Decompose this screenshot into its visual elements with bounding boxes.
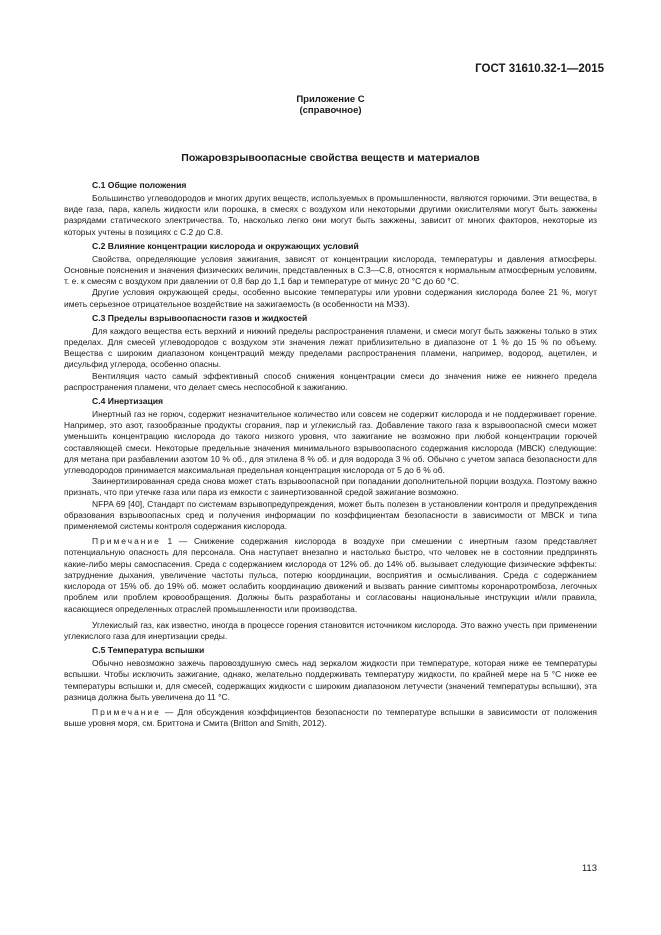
appendix-label: Приложение С [296, 94, 365, 105]
section-heading: С.4 Инертизация [92, 396, 164, 407]
document-body [64, 180, 597, 729]
section-heading: С.1 Общие положения [92, 180, 187, 190]
note [64, 536, 597, 614]
paragraph: Углекислый газ, как известно, иногда в процессе горения становится источником кислорода. Это важно учесть при применении углекислого газа для инертизации среды. [64, 619, 597, 641]
section-heading: С.5 Температура вспышки [92, 645, 205, 656]
paragraph: Вентиляция часто самый эффективный способ снижения концентрации смеси до значения ниже ее нижнего предела распространения пламени, что делает смесь неспособной к зажиганию. [64, 370, 597, 392]
paragraph: Инертный газ не горюч, содержит незначительное количество или совсем не содержит кислорода и не поддерживает горение. Например, это азот, газообразные продукты сгорания, пар и углекислый газ. Добавление такого газа к взрывоопасной смеси может уменьшить концентрацию кислорода до такого низкого уровня, что зажигание не возможно при любой концентрации горючей составляющей смеси. Некоторые предельные значения минимального взрывоопасного содержания кислорода (МВСК) следующие: для метана при разбавлении азотом 10 % об., для этилена 8 % об. и для водорода 3 % об. Обычно с учетом запаса безопасности для углеводородов принимается максимальная предельная концентрация кислорода от 5 до 6 % об. [64, 409, 597, 476]
note-label: Примечание [92, 706, 161, 717]
appendix-type: (справочное) [299, 105, 362, 116]
paragraph: Обычно невозможно зажечь паровоздушную смесь над зеркалом жидкости при температуре, которая ниже ее температуры вспышки. Чтобы исключить зажигание, однако, желательно поддерживать температуру жидкости, по крайней мере на 5 °С ниже ее температуры вспышки и, для смесей, содержащих жидкости с широким диапазоном летучести (значений температуры вспышки), эта разница должна быть увеличена до 11 °С. [64, 658, 597, 702]
page-number: 113 [581, 863, 597, 874]
paragraph: Для каждого вещества есть верхний и нижний пределы распространения пламени, и смеси могут быть зажжены только в этих пределах. Для смесей углеводородов с воздухом эти значения лежат приблизительно в диапазоне от 1 % до 15 % по объему. Вещества с широким диапазоном концентраций между пределами распространения пламени, например, водород, ацетилен, и дисульфид углерода, особенно опасны. [64, 325, 597, 370]
note [64, 707, 597, 729]
section-heading: С.3 Пределы взрывоопасности газов и жидкостей [92, 312, 308, 323]
paragraph: Другие условия окружающей среды, особенно высокие температуры или уровни содержания кислорода более 21 %, могут иметь серьезное отрицательное воздействие на зажигаемость (в особенности на МЭЗ). [64, 287, 597, 309]
paragraph: Большинство углеводородов и многих других веществ, используемых в промышленности, являются горючими. Эти вещества, в виде газа, пара, капель жидкости или порошка, в смесях с воздухом или некоторыми другими окислителями могут быть зажжены разрядами статического электричества. То, насколько легко они могут быть зажжены, зависит от многих факторов, некоторые из которых учтены в позициях с С.2 до С.8. [64, 193, 597, 237]
paragraph: Заинертизированная среда снова может стать взрывоопасной при попадании дополнительной порции воздуха. Поэтому важно признать, что при утечке газа или пара из емкости с заинертизованной средой зажигание возможно. [64, 476, 597, 498]
paragraph: NFPA 69 [40], Стандарт по системам взрывопредупреждения, может быть полезен в установлении контроля и предупреждения образования взрывоопасных сред и получения информации по коэффициентам безопасности в зависимости от МВСК и типа применяемой системы контроля содержания кислорода. [64, 498, 597, 532]
appendix-heading [0, 94, 661, 116]
standard-code: ГОСТ 31610.32-1—2015 [475, 63, 604, 75]
page-title: Пожаровзрывоопасные свойства веществ и материалов [181, 152, 480, 164]
note-label: Примечание [92, 536, 161, 547]
section-heading: С.2 Влияние концентрации кислорода и окружающих условий [92, 240, 359, 251]
note-text: 1 — Снижение содержания кислорода в воздухе при смешении с инертным газом представляет потенциальную опасность для персонала. Она наступает внезапно и настолько быстро, что человек не в состоянии предпринять какие-либо меры самоспасения. Среда с содержанием кислорода от 12% об. до 14% об. вызывает следующие физические эффекты: затруднение дыхания, увеличение частоты пульса, потерю координации, восприятия и осмысливания. Среда с содержанием кислорода от 15% об. до 19% об. может ослабить координацию движений и вызвать ранние симптомы коронаротромбоза, легочных проблем или проблем кровообращения. Должны быть разработаны и согласованы национальные инструкции и/или правила, касающиеся определенных отраслей промышленности или производства. [64, 536, 597, 614]
paragraph: Свойства, определяющие условия зажигания, зависят от концентрации кислорода, температуры и давления атмосферы. Основные пояснения и значения физических величин, представленных в С.3—С.8, относятся к нормальным атмосферным условиям, т. е. к смесям с воздухом при давлении от 0,8 бар до 1,1 бар и температуре от минус 20 °С до 60 °С. [64, 253, 597, 287]
note-text: — Для обсуждения коэффициентов безопасности по температуре вспышки в зависимости от положения выше уровня моря, см. Бриттона и Смита (Britton and Smith, 2012). [64, 706, 597, 729]
